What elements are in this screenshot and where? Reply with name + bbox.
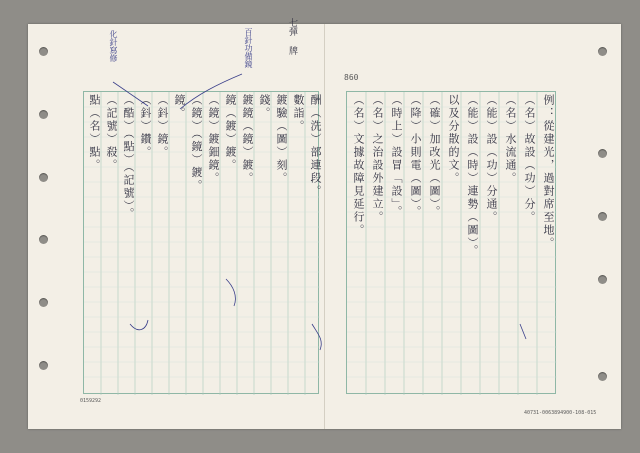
manuscript-column: 酬（洗）部連段。 [309, 94, 322, 198]
manuscript-sheet [28, 18, 621, 429]
manuscript-column: 鏡。 [173, 94, 186, 120]
page-heading: 七彈 牌 [287, 18, 297, 55]
manuscript-column: （降）小則電（圖）。 [409, 94, 422, 219]
manuscript-column: 鏡（鍍）鍍。 [224, 94, 237, 172]
manuscript-column: （鏡）（鏡）鍍。 [190, 94, 203, 193]
right-footer-code: 40731-0063894900-108-015 [524, 410, 597, 416]
manuscript-column: （名）水流通。 [504, 94, 517, 185]
manuscript-column: 點（名）點。 [88, 94, 101, 172]
top-annotation: 百針功備鏡 [244, 28, 253, 68]
manuscript-column: （名）文據故障見延行。 [352, 94, 365, 237]
manuscript-column: （記號）殺。 [105, 94, 118, 172]
manuscript-column: 鍍鏡（鏡）鍍。 [241, 94, 254, 185]
manuscript-column: 錢。 [258, 94, 271, 120]
manuscript-column: （名）故設（功）分。 [523, 94, 536, 224]
manuscript-column: （鏡）鍍鈿鏡。 [207, 94, 220, 185]
manuscript-column: 鍍驗（圖）刻。 [275, 94, 288, 185]
manuscript-column: （能）設（功）分通。 [485, 94, 498, 224]
manuscript-column: 例：從建光，過對席至地。 [542, 94, 555, 250]
manuscript-column: （確）加改光（圖）。 [428, 94, 441, 219]
manuscript-column: （鈄）鏡。 [156, 94, 169, 159]
manuscript-column: （時上）設冒「設」。 [390, 94, 403, 219]
manuscript-column: （鈄）鑽。 [139, 94, 152, 159]
manuscript-column: （能）設（時）連勢（圖）。 [466, 94, 479, 258]
side-annotation: 化針寫修 [109, 30, 118, 62]
left-footer-code: 0159292 [80, 398, 102, 404]
manuscript-column: 以及分散的文。 [447, 94, 460, 185]
manuscript-column: （酷）（點）（記號）。 [122, 94, 135, 221]
page-number: 860 [344, 73, 359, 82]
editing-marks [28, 24, 621, 429]
manuscript-column: （名）之治設外建立。 [371, 94, 384, 224]
manuscript-column: 數詣。 [292, 94, 305, 133]
